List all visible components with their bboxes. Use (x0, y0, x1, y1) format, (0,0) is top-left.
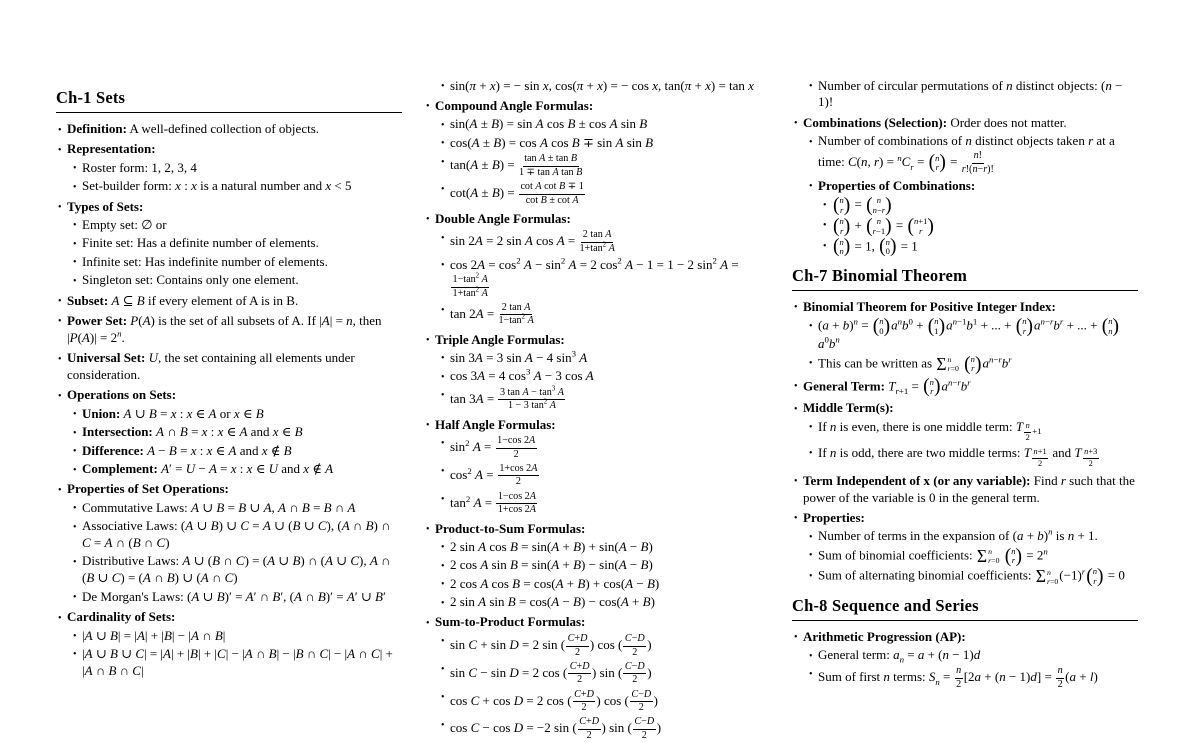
bullet-icon: • (441, 260, 445, 272)
list-item (424, 491, 764, 517)
list-item (56, 272, 402, 289)
list-item-text: Infinite set: Has indefinite number of elements. (82, 253, 328, 269)
list-item (424, 387, 764, 413)
list-item (424, 257, 764, 300)
list-item-text: $\tan^2 A$ = $\frac{1-\cos 2A}{1+\cos 2A}$ (450, 490, 536, 516)
list-item (56, 481, 402, 498)
list-item-text: Middle Term(s): (803, 400, 894, 416)
list-item-text: Complement: A′ = U − A = x : x ∈ U and x ∉ A (82, 461, 334, 477)
bullet-icon: • (426, 214, 430, 226)
section-heading: Ch-7 Binomial Theorem (792, 266, 1138, 291)
list-item (424, 521, 764, 538)
list-item-text: sin(π + x) = − sin x, cos(π + x) = − cos x, tan(π + x) = tan x (450, 77, 754, 93)
list-item (424, 116, 764, 133)
list-item (424, 633, 764, 659)
bullet-icon: • (58, 390, 62, 402)
list-item (792, 317, 1138, 353)
list-item (424, 576, 764, 593)
bullet-icon: • (441, 353, 445, 365)
list-item (792, 510, 1138, 527)
list-item (792, 238, 1138, 257)
list-item (792, 78, 1138, 112)
bullet-icon: • (809, 650, 813, 662)
list-item (424, 417, 764, 434)
list-item-text: ( n r ) + ( n r−1 ) = ( n+1 r ) (832, 217, 1138, 236)
list-item-text: ( n n ) = 1, ( n 0 ) = 1 (832, 238, 1138, 257)
bullet-icon: • (73, 181, 77, 193)
section-heading: Ch-1 Sets (56, 88, 402, 113)
list-item-text: Power Set: P(A) is the set of all subsets of A. If |A| = n, then $|P(A)| = 2^n$. (67, 312, 382, 345)
list-item-text: tan 2A = $\frac{\text{2 tan A}}{1-\tan^2 A}$ (450, 301, 534, 327)
list-item (792, 445, 1138, 470)
bullet-icon: • (73, 631, 77, 643)
list-item (424, 614, 764, 631)
list-item (56, 199, 402, 216)
bullet-icon: • (809, 570, 813, 582)
list-item (56, 646, 402, 680)
list-item-text: De Morgan's Laws: (A ∪ B)′ = A′ ∩ B′, (A ∩ B)′ = A′ ∪ B′ (82, 588, 386, 604)
bullet-icon: • (794, 118, 798, 130)
list-item-text: Properties: (803, 509, 865, 525)
list-item-text: Product-to-Sum Formulas: (435, 520, 586, 536)
list-item-text: cot(A ± B) = $\frac{\text{cot A cot B ∓ 1}}{\text{cot B ± cot A}}$ (450, 180, 584, 206)
bullet-icon: • (809, 358, 813, 370)
list-item (56, 313, 402, 347)
list-item (792, 133, 1138, 176)
bullet-icon: • (809, 550, 813, 562)
bullet-icon: • (73, 409, 77, 421)
list-item (424, 463, 764, 489)
list-item-text: Types of Sets: (67, 198, 144, 214)
list-item (56, 121, 402, 138)
bullet-icon: • (809, 668, 813, 680)
list-item-text: Number of terms in the expansion of $(a + b)^n$ is n + 1. (818, 527, 1098, 544)
bullet-icon: • (73, 427, 77, 439)
list-item-text: General Term: $T_{r+1}$ = ( n r ) $a^{n-r}b^r$ (803, 378, 1138, 397)
bullet-icon: • (426, 420, 430, 432)
list-item-text: Compound Angle Formulas: (435, 97, 594, 113)
list-item-text: Half Angle Formulas: (435, 416, 556, 432)
list-item-text: tan 3A = $\frac{3 \tan A - \tan^3 A}{1 - 3 \tan^2 A}$ (450, 385, 564, 412)
list-item-text: If n is odd, there are two middle terms: T $_{\frac{n+1}{2}}$ and T $_{\frac{n+3}{2}}$ (818, 444, 1098, 468)
list-item (56, 217, 402, 234)
bullet-icon: • (809, 531, 813, 543)
list-item-text: 2 sin A cos B = sin(A + B) + sin(A − B) (450, 538, 653, 554)
bullet-icon: • (426, 617, 430, 629)
list-item-text: tan(A ± B) = $\frac{\text{tan A ± tan B}}{\text{1 ∓ tan A tan B}}$ (450, 153, 583, 178)
bullet-icon: • (73, 220, 77, 232)
list-item (792, 473, 1138, 507)
list-item-text: Intersection: A ∩ B = x : x ∈ A and x ∈ B (82, 424, 303, 440)
list-item (792, 217, 1138, 236)
bullet-icon: • (794, 476, 798, 488)
bullet-icon: • (823, 199, 827, 211)
bullet-icon: • (73, 649, 77, 661)
list-item (792, 378, 1138, 397)
list-item-text: sin C − sin D = 2 cos ( $\frac{C+D}{2}$ ) sin ( $\frac{C-D}{2}$ ) (450, 660, 652, 686)
list-item (424, 302, 764, 328)
list-item (56, 293, 402, 310)
list-item-text: Sum of binomial coefficients: Σ n r=0 ( n r ) = $2^n$ (818, 547, 1138, 566)
list-item (424, 332, 764, 349)
list-item (424, 211, 764, 228)
list-item-text: 2 cos A cos B = cos(A + B) + cos(A − B) (450, 575, 660, 591)
list-item (56, 235, 402, 252)
list-item (56, 609, 402, 626)
bullet-icon: • (441, 138, 445, 150)
list-item-text: cos(A ± B) = cos A cos B ∓ sin A sin B (450, 134, 654, 150)
list-item (56, 178, 402, 195)
list-item-text: Number of combinations of n distinct objects taken r at a time: C(n, $r) = ^nC_r$ = ( n r ) = $\frac{n!}{r!(n-r)!}$ (818, 133, 1138, 176)
list-item (792, 400, 1138, 417)
list-item-text: sin(A ± B) = sin A cos B ± cos A sin B (450, 116, 648, 132)
list-item (792, 115, 1138, 132)
bullet-icon: • (58, 296, 62, 308)
bullet-icon: • (441, 232, 445, 244)
bullet-icon: • (794, 302, 798, 314)
bullet-icon: • (441, 692, 445, 704)
list-item (792, 178, 1138, 195)
list-item (56, 406, 402, 423)
list-item (792, 629, 1138, 646)
list-item (424, 350, 764, 367)
bullet-icon: • (73, 464, 77, 476)
list-item-text: General term: $a_n = a + (n - 1)d$ (818, 647, 981, 665)
list-item-text: Union: A ∪ B = x : x ∈ A or x ∈ B (82, 405, 264, 421)
list-item (56, 387, 402, 404)
list-item (56, 424, 402, 441)
bullet-icon: • (58, 124, 62, 136)
bullet-icon: • (441, 156, 445, 168)
list-item-text: 2 cos A sin B = sin(A + B) − sin(A − B) (450, 557, 653, 573)
bullet-icon: • (426, 101, 430, 113)
list-item-text: Properties of Combinations: (818, 177, 976, 193)
list-item (792, 665, 1138, 691)
list-item (56, 160, 402, 177)
list-item-text: Double Angle Formulas: (435, 210, 571, 226)
list-item (792, 528, 1138, 545)
list-item (424, 716, 764, 742)
list-item-text: ( n r ) = ( n n−r ) (832, 196, 1138, 215)
list-item (56, 141, 402, 158)
list-item (424, 557, 764, 574)
list-item-text: Finite set: Has a definite number of elements. (82, 235, 319, 251)
bullet-icon: • (58, 316, 62, 328)
bullet-icon: • (58, 353, 62, 365)
list-item-text: cos 3A = 4 $\cos^3 A - 3$ cos A (450, 367, 594, 384)
bullet-icon: • (794, 381, 798, 393)
list-item-text: |A ∪ B| = |A| + |B| − |A ∩ B| (82, 627, 226, 643)
list-item (424, 594, 764, 611)
bullet-icon: • (441, 494, 445, 506)
list-item (424, 368, 764, 385)
list-item (424, 135, 764, 152)
list-item-text: Combinations (Selection): Order does not matter. (803, 114, 1067, 130)
bullet-icon: • (441, 636, 445, 648)
bullet-icon: • (809, 81, 813, 92)
bullet-icon: • (809, 181, 813, 193)
bullet-icon: • (823, 220, 827, 232)
list-item-text: Cardinality of Sets: (67, 609, 176, 625)
bullet-icon: • (426, 335, 430, 347)
bullet-icon: • (441, 119, 445, 131)
list-item-text: $\cos 2A = \cos^2 A - \sin^2 A = 2$ $\cos^2 A - 1 = 1 - 2$ $\sin^2 A$ = $\frac{1-\tan^2 A}{1+\tan^2 A}$ (450, 255, 739, 299)
list-item-text: cos C + cos D = 2 cos ( $\frac{C+D}{2}$ ) cos ( $\frac{C-D}{2}$ ) (450, 688, 659, 714)
bullet-icon: • (73, 556, 77, 568)
list-item-text: Number of circular permutations of n distinct objects: (n − 1)! (818, 77, 1123, 110)
list-item-text: sin C + sin D = 2 sin ( $\frac{C+D}{2}$ ) cos ( $\frac{C-D}{2}$ ) (450, 632, 652, 658)
list-item-text: Term Independent of x (or any variable): Find r such that the power of the variable is 0 in the general term. (803, 472, 1135, 505)
bullet-icon: • (441, 466, 445, 478)
bullet-icon: • (426, 524, 430, 535)
list-item-text: Universal Set: U, the set containing all elements under consideration. (67, 350, 355, 383)
bullet-icon: • (794, 632, 798, 644)
bullet-icon: • (441, 184, 445, 196)
bullet-icon: • (73, 446, 77, 458)
list-item-text: Subset: A ⊆ B if every element of A is in B. (67, 292, 299, 308)
bullet-icon: • (58, 612, 62, 624)
bullet-icon: • (441, 597, 445, 609)
bullet-icon: • (823, 241, 827, 253)
bullet-icon: • (794, 403, 798, 415)
list-item-text: Sum of alternating binomial coefficients: Σ n r=0 $(-1)^r$ ( n r ) = 0 (818, 567, 1138, 586)
list-item-text: Representation: (67, 141, 156, 157)
list-item-text: Sum-to-Product Formulas: (435, 614, 586, 630)
list-item (56, 589, 402, 606)
list-item-text: This can be written as Σ n r=0 ( n r ) $a^{n-r}b^r$ (818, 355, 1138, 374)
list-item-text: Definition: A well-defined collection of objects. (67, 121, 320, 136)
list-item (424, 78, 764, 95)
list-item-text: |A ∪ B ∪ C| = |A| + |B| + |C| − |A ∩ B| − |B ∩ C| − |A ∩ C| + |A ∩ B ∩ C| (82, 645, 393, 678)
bullet-icon: • (809, 136, 813, 148)
list-item-text: sin 2A = 2 sin A cos A = $\frac{\text{2 tan A}}{1+\tan^2 A}$ (450, 229, 615, 254)
bullet-icon: • (73, 257, 77, 269)
list-item (792, 196, 1138, 215)
list-item (792, 647, 1138, 664)
list-item-text: $(a + b)^n$ = ( n 0 ) $a^nb^0$ + ( n 1 ) $a^{n-1}b^1$ + ... + ( n r ) $a^{n-r}b^r$ + ... + ( n n )$a^0b^n$ (818, 317, 1138, 353)
list-item-text: Triple Angle Formulas: (435, 331, 565, 347)
list-item-text: Operations on Sets: (67, 387, 177, 403)
list-item-text: Set-builder form: x : x is a natural number and x < 5 (82, 178, 352, 194)
bullet-icon: • (441, 438, 445, 450)
list-item (424, 229, 764, 255)
list-item (424, 153, 764, 179)
bullet-icon: • (809, 448, 813, 460)
list-item-text: cos C − cos D = −2 sin ( $\frac{C+D}{2}$ ) sin ( $\frac{C-D}{2}$ ) (450, 716, 662, 742)
list-item (792, 567, 1138, 586)
list-item-text: $\sin^2 A$ = $\frac{1-\cos 2A}{2}$ (450, 434, 536, 460)
list-item (792, 419, 1138, 444)
bullet-icon: • (441, 305, 445, 317)
list-item (56, 628, 402, 645)
list-item (56, 254, 402, 271)
bullet-icon: • (73, 238, 77, 250)
list-item (424, 661, 764, 687)
bullet-icon: • (809, 320, 813, 332)
list-item (792, 355, 1138, 374)
bullet-icon: • (58, 144, 62, 156)
bullet-icon: • (441, 719, 445, 731)
list-item-text: Singleton set: Contains only one element. (82, 272, 299, 288)
column-trigonometry (424, 76, 764, 743)
list-item-text: Commutative Laws: A ∪ B = B ∪ A, A ∩ B = B ∩ A (82, 499, 356, 515)
bullet-icon: • (441, 560, 445, 572)
list-item-text: If n is even, there is one middle term: T $_{\frac{n}{2} +1}$ (818, 418, 1042, 442)
bullet-icon: • (809, 422, 813, 434)
list-item (56, 350, 402, 384)
list-item-text: Empty set: ∅ or (82, 216, 167, 232)
list-item-text: Binomial Theorem for Positive Integer Index: (803, 298, 1056, 314)
list-item-text: $\cos^2 A$ = $\frac{1+\cos 2A}{2}$ (450, 462, 538, 488)
list-item (424, 98, 764, 115)
bullet-icon: • (73, 592, 77, 604)
bullet-icon: • (441, 542, 445, 554)
list-item-text: sin 3A = 3 sin A − 4 $\sin^3 A$ (450, 348, 588, 365)
list-item-text: Arithmetic Progression (AP): (803, 628, 966, 644)
list-item-text: Roster form: 1, 2, 3, 4 (82, 159, 197, 175)
list-item (792, 547, 1138, 566)
bullet-icon: • (58, 484, 62, 496)
list-item (56, 461, 402, 478)
bullet-icon: • (441, 579, 445, 591)
list-item-text: 2 sin A sin B = cos(A − B) − cos(A + B) (450, 594, 655, 610)
list-item (56, 500, 402, 517)
bullet-icon: • (441, 81, 445, 92)
list-item-text: Difference: A − B = x : x ∈ A and x ∉ B (82, 442, 292, 458)
list-item (424, 181, 764, 207)
bullet-icon: • (441, 390, 445, 402)
list-item (56, 443, 402, 460)
bullet-icon: • (794, 513, 798, 525)
list-item-text: Properties of Set Operations: (67, 481, 229, 497)
bullet-icon: • (58, 202, 62, 214)
column-binomial-series (792, 76, 1138, 692)
list-item (424, 435, 764, 461)
list-item (424, 539, 764, 556)
list-item (56, 553, 402, 587)
section-heading: Ch-8 Sequence and Series (792, 596, 1138, 621)
bullet-icon: • (73, 275, 77, 287)
list-item-text: Distributive Laws: A ∪ (B ∩ C) = (A ∪ B) ∩ (A ∪ C), A ∩ (B ∪ C) = (A ∩ B) ∪ (A ∩ C) (82, 553, 391, 586)
bullet-icon: • (73, 163, 77, 175)
list-item (56, 518, 402, 552)
bullet-icon: • (441, 371, 445, 383)
list-item-text: Associative Laws: (A ∪ B) ∪ C = A ∪ (B ∪ C), (A ∩ B) ∩ C = A ∩ (B ∩ C) (82, 518, 391, 551)
bullet-icon: • (73, 503, 77, 515)
bullet-icon: • (73, 521, 77, 533)
list-item (424, 689, 764, 715)
bullet-icon: • (441, 664, 445, 676)
list-item (792, 299, 1138, 316)
column-sets (56, 88, 402, 680)
list-item-text: Sum of first n terms: $S_n$ = $\frac{n}{2}$ [2a + (n − 1)d] = $\frac{n}{2}$ (a + l) (818, 665, 1098, 691)
